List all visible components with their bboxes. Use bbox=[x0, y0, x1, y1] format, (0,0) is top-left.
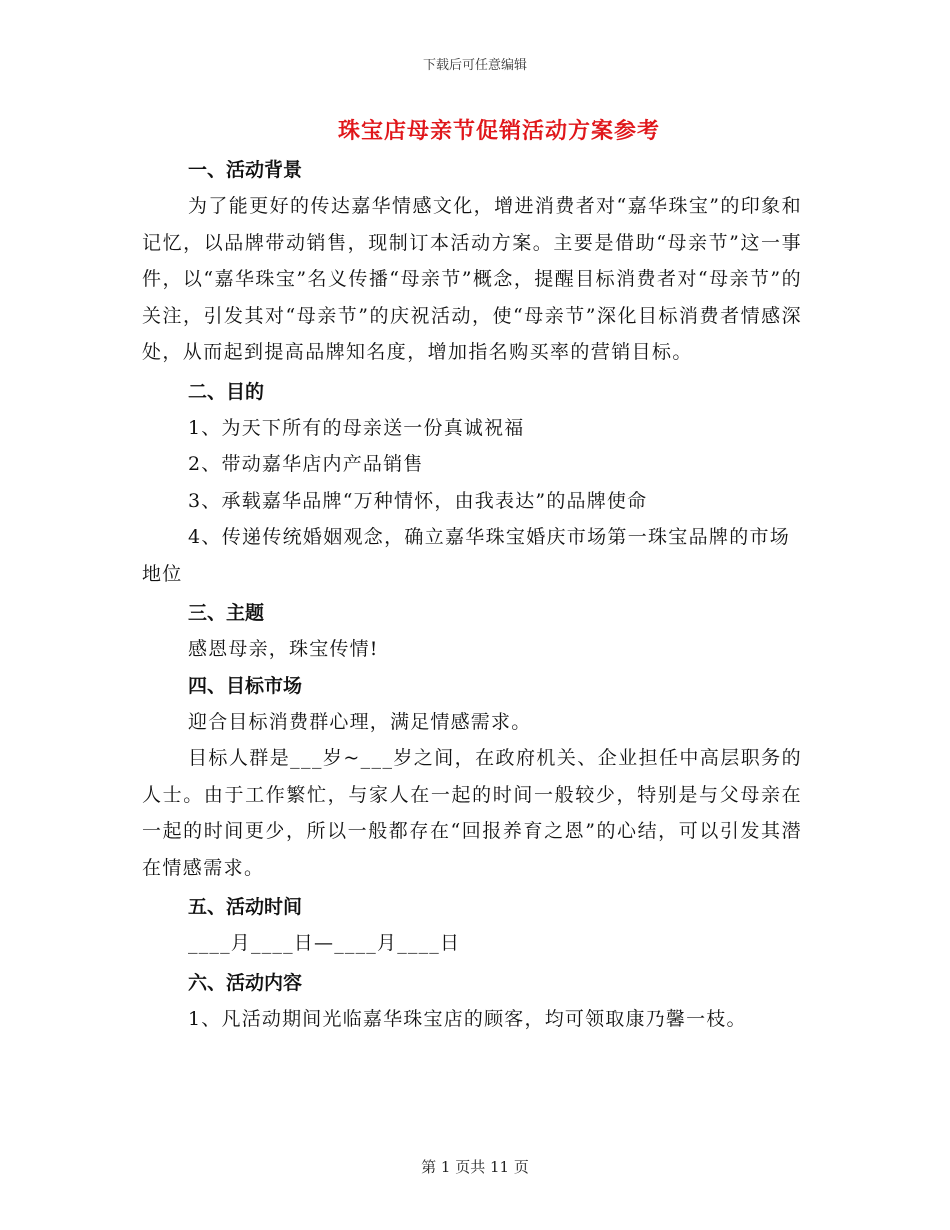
activity-content-item-1: 1、凡活动期间光临嘉华珠宝店的顾客，均可领取康乃馨一枝。 bbox=[188, 1007, 747, 1030]
header-note: 下载后可任意编辑 bbox=[422, 58, 527, 73]
purpose-item-3: 3、承载嘉华品牌“万种情怀，由我表达”的品牌使命 bbox=[188, 489, 648, 512]
document-body bbox=[142, 152, 802, 1037]
target-market-paragraph-1: 迎合目标消费群心理，满足情感需求。 bbox=[188, 710, 532, 733]
target-market-paragraph-2: 目标人群是___岁~___岁之间，在政府机关、企业担任中高层职务的人士。由于工作繁忙，与家人在一起的时间一般较少，特别是与父母亲在一起的时间更少，所以一般都存在“回报养育之恩”的心结，可以引发其潜在情感需求。 bbox=[142, 747, 802, 879]
document-title: 珠宝店母亲节促销活动方案参考 bbox=[337, 118, 660, 144]
purpose-item-4: 4、传递传统婚姻观念，确立嘉华珠宝婚庆市场第一珠宝品牌的市场地位 bbox=[142, 526, 791, 585]
purpose-item-1: 1、为天下所有的母亲送一份真诚祝福 bbox=[188, 416, 525, 439]
section-heading-theme: 三、主题 bbox=[188, 602, 265, 624]
section-heading-purpose: 二、目的 bbox=[188, 380, 265, 403]
section-heading-activity-content: 六、活动内容 bbox=[188, 971, 303, 994]
purpose-item-2: 2、带动嘉华店内产品销售 bbox=[188, 453, 424, 475]
section-heading-activity-time: 五、活动时间 bbox=[188, 896, 303, 918]
activity-time-paragraph: ____月____日—____月____日 bbox=[188, 932, 461, 954]
page-footer: 第 1 页共 11 页 bbox=[421, 1158, 529, 1176]
section-heading-target-market: 四、目标市场 bbox=[188, 674, 303, 697]
background-paragraph: 为了能更好的传达嘉华情感文化，增进消费者对“嘉华珠宝”的印象和记忆，以品牌带动销售，现制订本活动方案。主要是借助“母亲节”这一事件，以“嘉华珠宝”名义传播“母亲节”概念，提醒目标消费者对“母亲节”的关注，引发其对“母亲节”的庆祝活动，使“母亲节”深化目标消费者情感深处，从而起到提高品牌知名度，增加指名购买率的营销目标。 bbox=[142, 195, 802, 363]
theme-paragraph: 感恩母亲，珠宝传情! bbox=[188, 638, 379, 660]
section-heading-background: 一、活动背景 bbox=[188, 159, 303, 181]
